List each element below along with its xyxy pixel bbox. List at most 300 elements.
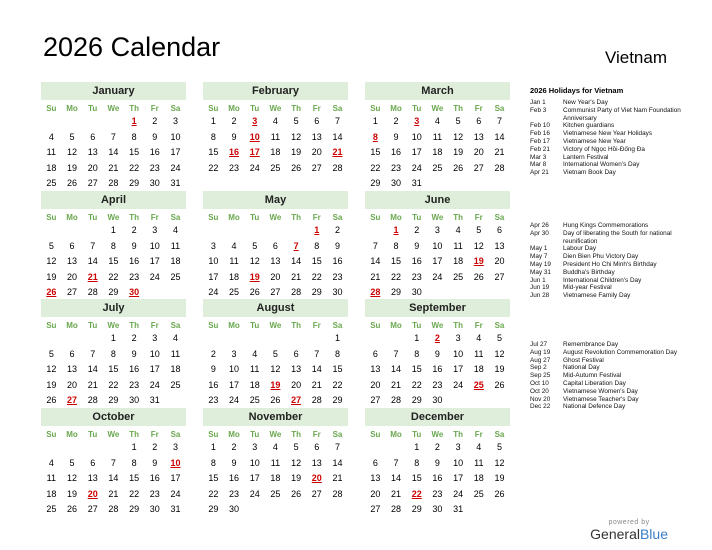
week-row bbox=[41, 145, 186, 161]
date-cell: 30 bbox=[391, 178, 402, 188]
date-cell bbox=[103, 440, 124, 456]
date-cell: 22 bbox=[108, 271, 119, 282]
holiday-name: International Children's Day bbox=[563, 276, 642, 284]
weekday-label: We bbox=[269, 104, 282, 113]
date-cell bbox=[203, 331, 224, 347]
holiday-row bbox=[530, 130, 700, 138]
date-cell: 29 bbox=[311, 287, 322, 297]
month-name: July bbox=[41, 299, 186, 317]
month-name: August bbox=[203, 299, 348, 317]
week-row bbox=[41, 176, 186, 192]
date-cell: 16 bbox=[332, 256, 343, 266]
weekday-label: Su bbox=[370, 213, 381, 222]
holiday-date: Feb 21 bbox=[530, 145, 550, 153]
weekday-label: Tu bbox=[88, 104, 98, 113]
date-cell: 19 bbox=[453, 147, 464, 157]
holiday-name: Vietnamese Women's Day bbox=[563, 387, 638, 395]
date-cell: 5 bbox=[48, 240, 54, 251]
month-july bbox=[41, 299, 186, 409]
date-cell bbox=[489, 393, 510, 409]
date-cell: 23 bbox=[229, 162, 240, 173]
week-row bbox=[365, 176, 510, 192]
date-cell: 10 bbox=[149, 240, 160, 251]
date-cell: 7 bbox=[110, 457, 116, 468]
date-cell: 11 bbox=[170, 348, 181, 359]
week-row bbox=[365, 254, 510, 270]
week-row bbox=[365, 114, 510, 130]
holiday-row bbox=[530, 261, 700, 269]
date-cell: 12 bbox=[494, 348, 505, 359]
date-cell: 27 bbox=[494, 271, 505, 282]
date-cell bbox=[306, 502, 327, 518]
date-cell: 10 bbox=[432, 240, 443, 251]
date-cell: 2 bbox=[414, 225, 420, 235]
month-september bbox=[365, 299, 510, 409]
date-cell: 29 bbox=[370, 178, 381, 188]
holiday-name: Buddha's Birthday bbox=[563, 268, 615, 276]
weekday-label: Sa bbox=[494, 213, 505, 222]
date-cell bbox=[41, 114, 62, 130]
date-cell: 30 bbox=[432, 395, 443, 405]
holiday-group bbox=[530, 341, 700, 411]
date-cell: 21 bbox=[108, 488, 119, 499]
date-cell: 19 bbox=[67, 162, 78, 173]
holiday-row bbox=[530, 341, 700, 349]
date-cell bbox=[327, 502, 348, 518]
holiday-name: National Day bbox=[563, 364, 600, 372]
weekday-label: Mo bbox=[228, 321, 240, 330]
date-cell: 27 bbox=[87, 504, 98, 514]
date-cell: 3 bbox=[455, 442, 461, 452]
weekday-label: Mo bbox=[228, 104, 240, 113]
week-row bbox=[365, 239, 510, 255]
date-cell bbox=[365, 223, 386, 239]
date-cell: 10 bbox=[453, 348, 464, 359]
date-cell: 18 bbox=[249, 379, 260, 390]
holiday-name: Vietnamese New Year bbox=[563, 137, 626, 145]
date-cell: 6 bbox=[293, 348, 299, 359]
date-cell: 26 bbox=[249, 287, 260, 297]
date-cell bbox=[41, 223, 62, 239]
weekday-label: Fr bbox=[474, 104, 483, 113]
date-cell: 3 bbox=[172, 116, 178, 126]
date-cell: 11 bbox=[250, 364, 260, 374]
date-cell bbox=[62, 223, 83, 239]
weekday-label: Sa bbox=[494, 321, 505, 330]
week-row bbox=[365, 331, 510, 347]
week-row bbox=[203, 347, 348, 363]
holiday-name: Capital Liberation Day bbox=[563, 379, 626, 387]
date-cell: 23 bbox=[332, 271, 343, 282]
date-cell: 3 bbox=[231, 348, 237, 359]
month-february bbox=[203, 82, 348, 176]
weekday-label: Sa bbox=[494, 430, 505, 439]
date-cell: 24 bbox=[411, 162, 422, 173]
date-cell: 5 bbox=[69, 131, 75, 142]
week-row bbox=[203, 130, 348, 146]
date-cell: 21 bbox=[291, 271, 302, 282]
holiday-name: Day of liberating the South for national reunification bbox=[563, 229, 672, 245]
holiday-date: May 19 bbox=[530, 260, 551, 268]
date-cell: 1 bbox=[414, 333, 420, 343]
date-cell: 31 bbox=[453, 504, 464, 514]
holiday-row bbox=[530, 372, 700, 380]
weekday-header bbox=[365, 103, 510, 114]
weekday-label: Th bbox=[291, 213, 301, 222]
date-cell bbox=[244, 331, 265, 347]
date-cell: 1 bbox=[110, 333, 116, 343]
date-cell: 9 bbox=[131, 240, 137, 251]
date-cell: 21 bbox=[391, 488, 402, 499]
date-cell: 27 bbox=[370, 504, 381, 514]
date-cell: 11 bbox=[453, 240, 463, 251]
weekday-label: Th bbox=[453, 321, 463, 330]
date-cell: 5 bbox=[496, 333, 502, 343]
date-cell bbox=[365, 331, 386, 347]
date-cell: 24 bbox=[249, 162, 260, 173]
holiday-date: Jan 1 bbox=[530, 99, 546, 106]
month-name: March bbox=[365, 82, 510, 100]
weekday-header bbox=[41, 320, 186, 331]
date-cell: 9 bbox=[414, 240, 420, 251]
holiday-row bbox=[530, 277, 700, 285]
date-cell: 14 bbox=[108, 147, 119, 157]
week-row bbox=[203, 270, 348, 286]
date-cell: 28 bbox=[311, 395, 322, 405]
weekday-label: We bbox=[107, 213, 120, 222]
weekday-header bbox=[203, 429, 348, 440]
holiday-date: Apr 21 bbox=[530, 169, 549, 177]
date-cell: 9 bbox=[231, 457, 237, 468]
date-cell: 12 bbox=[291, 457, 302, 468]
date-cell: 31 bbox=[149, 395, 160, 405]
date-cell bbox=[82, 223, 103, 239]
holiday-name: August Revolution Commemoration Day bbox=[563, 348, 678, 356]
holiday-date-cell: 1 bbox=[314, 225, 320, 235]
date-cell: 13 bbox=[370, 364, 381, 374]
week-row bbox=[365, 456, 510, 472]
weekday-label: Tu bbox=[88, 321, 98, 330]
date-cell: 28 bbox=[87, 395, 98, 405]
weekday-label: Th bbox=[453, 213, 463, 222]
weekday-label: Mo bbox=[390, 321, 402, 330]
date-cell: 8 bbox=[314, 240, 320, 251]
date-cell: 5 bbox=[455, 116, 461, 126]
holiday-date-cell: 28 bbox=[370, 287, 381, 297]
weekday-label: Fr bbox=[150, 430, 159, 439]
week-row bbox=[203, 440, 348, 456]
date-cell: 14 bbox=[291, 256, 302, 266]
date-cell: 3 bbox=[252, 442, 258, 452]
date-cell: 24 bbox=[149, 379, 160, 390]
date-cell: 28 bbox=[108, 504, 119, 514]
date-cell: 4 bbox=[48, 131, 54, 142]
date-cell: 22 bbox=[370, 162, 381, 173]
weekday-label: Sa bbox=[170, 321, 181, 330]
month-name: September bbox=[365, 299, 510, 317]
date-cell: 30 bbox=[129, 395, 140, 405]
date-cell: 23 bbox=[149, 162, 160, 173]
date-cell: 26 bbox=[270, 395, 281, 405]
weekday-label: We bbox=[431, 430, 444, 439]
holiday-name: International Women's Day bbox=[563, 161, 640, 169]
date-cell: 3 bbox=[210, 240, 216, 251]
weekday-label: Th bbox=[129, 104, 139, 113]
holiday-date: Feb 3 bbox=[530, 106, 547, 114]
holiday-date-cell: 21 bbox=[332, 147, 343, 157]
date-cell bbox=[62, 440, 83, 456]
holiday-row bbox=[530, 245, 700, 253]
holiday-date-cell: 7 bbox=[293, 240, 299, 251]
date-cell: 24 bbox=[453, 488, 464, 499]
date-cell: 21 bbox=[370, 271, 381, 282]
week-row bbox=[203, 145, 348, 161]
date-cell: 4 bbox=[455, 225, 461, 235]
month-name: April bbox=[41, 191, 186, 209]
holiday-date-cell: 16 bbox=[229, 147, 240, 157]
date-cell: 23 bbox=[432, 379, 443, 390]
date-cell: 7 bbox=[334, 116, 340, 126]
weekday-label: Sa bbox=[332, 430, 343, 439]
date-cell: 12 bbox=[67, 147, 78, 157]
date-cell: 13 bbox=[67, 256, 78, 266]
week-row bbox=[365, 393, 510, 409]
date-cell: 2 bbox=[231, 442, 237, 452]
date-cell: 16 bbox=[129, 364, 140, 374]
weekday-label: Su bbox=[46, 104, 57, 113]
date-cell: 29 bbox=[411, 395, 422, 405]
date-cell: 17 bbox=[432, 256, 443, 266]
holiday-name: Lantern Festival bbox=[563, 153, 609, 161]
weekday-label: Mo bbox=[390, 430, 402, 439]
date-cell bbox=[244, 502, 265, 518]
weekday-label: We bbox=[269, 430, 282, 439]
holiday-date-cell: 10 bbox=[249, 131, 260, 142]
date-cell: 8 bbox=[110, 348, 116, 359]
week-row bbox=[41, 331, 186, 347]
weekday-label: We bbox=[107, 104, 120, 113]
month-name: October bbox=[41, 408, 186, 426]
holiday-name: Hung Kings Commemorations bbox=[563, 222, 649, 229]
holiday-name: Remembrance Day bbox=[563, 341, 619, 348]
date-cell: 12 bbox=[453, 131, 464, 142]
date-cell bbox=[448, 176, 469, 192]
date-cell: 4 bbox=[476, 333, 482, 343]
date-cell: 10 bbox=[411, 131, 422, 142]
holiday-date: Jun 28 bbox=[530, 292, 550, 300]
holiday-date-cell: 3 bbox=[252, 116, 258, 126]
brand-blue: Blue bbox=[639, 526, 668, 542]
date-cell: 18 bbox=[46, 162, 57, 173]
holiday-name: Dien Bien Phu Victory Day bbox=[563, 253, 639, 261]
date-cell: 28 bbox=[391, 504, 402, 514]
date-cell: 13 bbox=[67, 364, 78, 374]
date-cell bbox=[62, 331, 83, 347]
holiday-name: Mid-Autumn Festival bbox=[563, 372, 622, 380]
date-cell: 7 bbox=[393, 457, 399, 468]
date-cell: 17 bbox=[170, 473, 181, 483]
weekday-header bbox=[203, 103, 348, 114]
date-cell: 12 bbox=[249, 256, 260, 266]
date-cell: 14 bbox=[332, 457, 343, 468]
holiday-name: National Defence Day bbox=[563, 403, 626, 411]
week-row bbox=[41, 239, 186, 255]
month-june bbox=[365, 191, 510, 301]
date-cell: 17 bbox=[249, 473, 260, 483]
date-cell: 19 bbox=[494, 364, 505, 374]
date-cell: 13 bbox=[291, 364, 302, 374]
weekday-label: Fr bbox=[474, 213, 483, 222]
holiday-date-cell: 22 bbox=[411, 488, 422, 499]
holiday-name: Victory of Ngọc Hồi-Đống Đa bbox=[563, 145, 645, 153]
holiday-date: Jun 1 bbox=[530, 276, 546, 284]
date-cell bbox=[224, 331, 245, 347]
date-cell: 4 bbox=[231, 240, 237, 251]
date-cell: 2 bbox=[131, 225, 137, 235]
holiday-name: Vietnam Book Day bbox=[563, 169, 616, 177]
week-row bbox=[203, 114, 348, 130]
week-row bbox=[41, 347, 186, 363]
date-cell: 27 bbox=[311, 488, 322, 499]
weekday-label: Sa bbox=[332, 104, 343, 113]
weekday-label: Mo bbox=[228, 213, 240, 222]
date-cell: 4 bbox=[252, 348, 258, 359]
date-cell: 28 bbox=[391, 395, 402, 405]
week-row bbox=[365, 130, 510, 146]
date-cell: 25 bbox=[270, 162, 281, 173]
date-cell: 15 bbox=[391, 256, 402, 266]
holiday-date-cell: 19 bbox=[270, 379, 281, 390]
date-cell: 25 bbox=[432, 162, 443, 173]
date-cell: 25 bbox=[170, 379, 181, 390]
date-cell: 8 bbox=[131, 131, 137, 142]
holiday-row bbox=[530, 349, 700, 357]
holiday-name: Vietnamese Teacher's Day bbox=[563, 395, 639, 403]
generalblue-logo bbox=[590, 526, 668, 542]
date-cell bbox=[82, 114, 103, 130]
week-row bbox=[203, 378, 348, 394]
month-january bbox=[41, 82, 186, 192]
date-cell bbox=[286, 502, 307, 518]
holiday-date-cell: 1 bbox=[131, 116, 137, 126]
week-row bbox=[203, 393, 348, 409]
date-cell: 10 bbox=[208, 256, 219, 266]
holiday-date-cell: 27 bbox=[67, 395, 78, 405]
holiday-name: Communist Party of Viet Nam Foundation Anniversary bbox=[563, 106, 681, 122]
date-cell: 26 bbox=[46, 395, 57, 405]
week-row bbox=[41, 161, 186, 177]
date-cell: 28 bbox=[87, 287, 98, 297]
week-row bbox=[203, 239, 348, 255]
week-row bbox=[203, 254, 348, 270]
holiday-row bbox=[530, 122, 700, 130]
date-cell bbox=[82, 331, 103, 347]
date-cell: 14 bbox=[87, 256, 98, 266]
date-cell: 11 bbox=[474, 348, 484, 359]
date-cell bbox=[286, 223, 307, 239]
date-cell: 8 bbox=[334, 348, 340, 359]
weekday-label: Fr bbox=[150, 104, 159, 113]
holiday-row bbox=[530, 154, 700, 162]
week-row bbox=[203, 487, 348, 503]
date-cell: 21 bbox=[494, 147, 505, 157]
date-cell: 27 bbox=[87, 178, 98, 188]
date-cell: 8 bbox=[110, 240, 116, 251]
date-cell: 28 bbox=[291, 287, 302, 297]
holiday-date: Aug 27 bbox=[530, 356, 551, 364]
week-row bbox=[203, 223, 348, 239]
date-cell: 2 bbox=[152, 442, 158, 452]
date-cell: 25 bbox=[249, 395, 260, 405]
holiday-date: Jun 19 bbox=[530, 284, 550, 292]
weekday-label: Su bbox=[208, 430, 219, 439]
date-cell: 20 bbox=[494, 256, 505, 266]
date-cell bbox=[386, 440, 407, 456]
holiday-row bbox=[530, 107, 700, 123]
date-cell: 4 bbox=[172, 333, 178, 343]
date-cell: 14 bbox=[494, 131, 505, 142]
date-cell: 9 bbox=[334, 240, 340, 251]
date-cell: 24 bbox=[229, 395, 240, 405]
date-cell bbox=[365, 440, 386, 456]
week-row bbox=[203, 456, 348, 472]
date-cell: 1 bbox=[110, 225, 116, 235]
month-april bbox=[41, 191, 186, 301]
holiday-date: Mar 8 bbox=[530, 161, 547, 169]
date-cell bbox=[448, 393, 469, 409]
holiday-row bbox=[530, 403, 700, 411]
date-cell: 26 bbox=[473, 271, 484, 282]
date-cell: 6 bbox=[69, 348, 75, 359]
date-cell: 11 bbox=[432, 131, 443, 142]
holiday-date-cell: 8 bbox=[372, 131, 378, 142]
date-cell: 12 bbox=[291, 131, 302, 142]
date-cell: 18 bbox=[473, 364, 484, 374]
date-cell: 2 bbox=[434, 442, 440, 452]
weekday-label: Tu bbox=[250, 104, 260, 113]
weekday-label: Tu bbox=[250, 213, 260, 222]
date-cell: 20 bbox=[370, 379, 381, 390]
date-cell: 23 bbox=[391, 162, 402, 173]
date-cell: 18 bbox=[270, 473, 281, 483]
date-cell: 25 bbox=[473, 488, 484, 499]
date-cell: 23 bbox=[411, 271, 422, 282]
holiday-row bbox=[530, 99, 700, 107]
date-cell: 5 bbox=[48, 348, 54, 359]
brand-general: General bbox=[590, 526, 640, 542]
date-cell: 5 bbox=[293, 442, 299, 452]
date-cell: 22 bbox=[332, 379, 343, 390]
date-cell: 15 bbox=[129, 473, 140, 483]
weekday-label: Fr bbox=[150, 321, 159, 330]
date-cell: 4 bbox=[172, 225, 178, 235]
holiday-group bbox=[530, 222, 700, 300]
date-cell: 21 bbox=[108, 162, 119, 173]
date-cell: 5 bbox=[476, 225, 482, 235]
date-cell: 17 bbox=[208, 271, 219, 282]
weekday-header bbox=[365, 212, 510, 223]
holiday-date: Feb 16 bbox=[530, 130, 550, 138]
date-cell: 29 bbox=[129, 178, 140, 188]
date-cell: 8 bbox=[393, 240, 399, 251]
week-row bbox=[365, 161, 510, 177]
date-cell: 25 bbox=[170, 271, 181, 282]
week-row bbox=[365, 223, 510, 239]
date-cell bbox=[244, 223, 265, 239]
date-cell: 15 bbox=[411, 364, 422, 374]
weekday-label: Su bbox=[46, 321, 57, 330]
date-cell bbox=[62, 114, 83, 130]
